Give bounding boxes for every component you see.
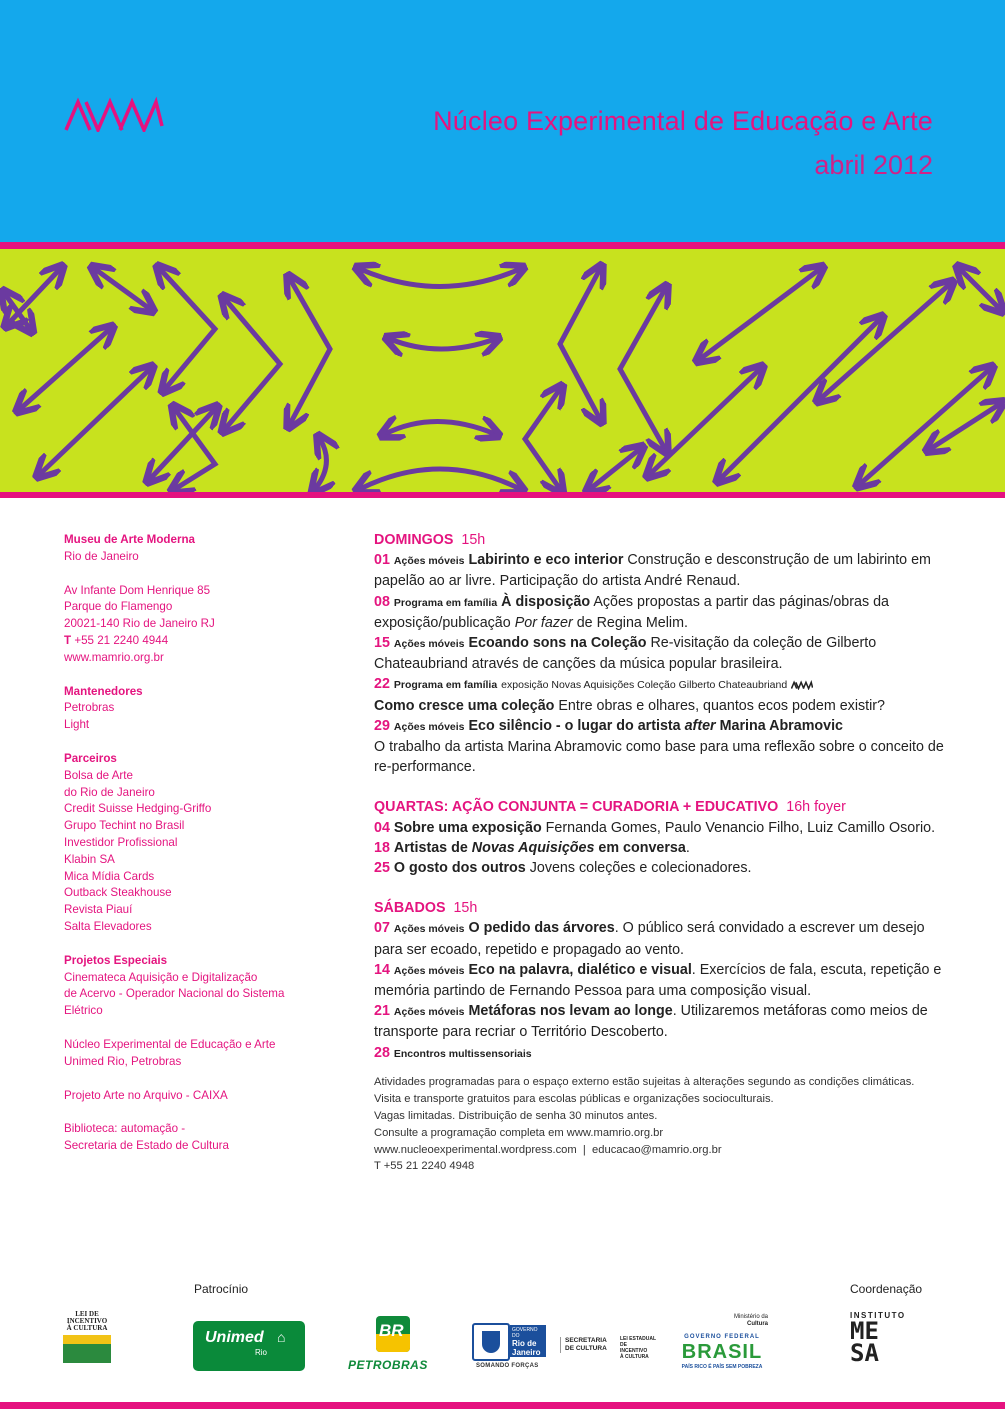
- museum-block: [64, 532, 334, 566]
- logo-text: À CULTURA: [620, 1354, 649, 1360]
- instituto-mesa-logo: [850, 1311, 910, 1367]
- patrocinio-label: Patrocínio: [194, 1282, 249, 1296]
- logo-text: Ministério da: [733, 1314, 768, 1320]
- event-item: [374, 633, 954, 674]
- governo-rj-logo: [472, 1323, 552, 1375]
- event-name: Como cresce uma coleção: [374, 697, 555, 714]
- br-icon: [376, 1316, 410, 1352]
- notes: [374, 1074, 954, 1175]
- address-line: 20021-140 Rio de Janeiro RJ: [64, 617, 215, 631]
- event-name: Artistas de: [393, 839, 468, 856]
- logo-text: Janeiro: [512, 1348, 541, 1357]
- event-tag: Ações móveis: [393, 638, 465, 651]
- address-line: Parque do Flamengo: [64, 600, 173, 614]
- event-tag: Ações móveis: [393, 923, 465, 936]
- event-name: Sobre uma exposição: [393, 819, 542, 836]
- logo-text: INCENTIVO: [66, 1317, 108, 1325]
- parceiro-item: Bolsa de Arte: [64, 768, 133, 782]
- event-tag: Ações móveis: [393, 964, 465, 977]
- parceiro-item: Klabin SA: [64, 852, 115, 866]
- address-line: Av Infante Dom Henrique 85: [64, 583, 211, 597]
- event-desc: Entre obras e olhares, quantos ecos podem existir?: [558, 697, 886, 714]
- projeto-line: de Acervo - Operador Nacional do Sistema: [64, 987, 285, 1001]
- rj-coat-icon: [472, 1323, 510, 1361]
- parceiro-item: Investidor Profissional: [64, 835, 178, 849]
- event-desc: Jovens coleções e colecionadores.: [529, 860, 752, 877]
- event-desc: O trabalho da artista Marina Abramovic como base para uma reflexão sobre o conceito de re-performance.: [374, 739, 944, 776]
- event-day: 18: [374, 839, 390, 856]
- section-time: 15h: [461, 532, 486, 548]
- logo-text: LEI DE: [75, 1310, 99, 1318]
- brasil-wordmark: BRASIL: [681, 1341, 763, 1363]
- event-day: 22: [374, 676, 390, 693]
- petrobras-logo: [346, 1316, 442, 1376]
- sabados-heading: [374, 898, 954, 918]
- event-desc: Ações propostas a partir das páginas/obras da exposição/publicação: [374, 593, 889, 631]
- event-day: 01: [374, 552, 390, 569]
- biblioteca-line: Secretaria de Estado de Cultura: [64, 1139, 229, 1153]
- note-line: T +55 21 2240 4948: [374, 1160, 475, 1173]
- mam-logo-icon: [64, 96, 164, 132]
- event-desc: Construção e desconstrução de um labirinto em papelão ao ar livre. Participação do artista André Renaud.: [374, 552, 931, 590]
- parceiro-item: Grupo Techint no Brasil: [64, 819, 185, 833]
- domingos-heading: [374, 530, 954, 550]
- event-item: [374, 818, 954, 838]
- secretaria-logo: [560, 1337, 625, 1353]
- program: [374, 530, 954, 1175]
- purple-arrows-pattern: [0, 249, 1005, 492]
- event-day: 21: [374, 1003, 390, 1020]
- event-item: [374, 1043, 954, 1064]
- section-title: QUARTAS: AÇÃO CONJUNTA = CURADORIA + EDUCATIVO: [374, 799, 779, 816]
- phone-line: [64, 633, 334, 650]
- logo-text: GOVERNO FEDERAL: [684, 1334, 760, 1340]
- parceiro-item: Outback Steakhouse: [64, 886, 172, 900]
- logo-text: ME: [850, 1317, 879, 1345]
- museum-name: Museu de Arte Moderna: [64, 533, 195, 546]
- event-name-italic: after: [684, 717, 716, 734]
- parceiros-block: [64, 751, 334, 936]
- note-line: Atividades programadas para o espaço externo estão sujeitas à alterações segundo as condições climáticas.: [374, 1075, 915, 1088]
- event-desc: . O público será convidado a escrever um desejo para ser ecoado, repetido e propagado ao vento.: [374, 920, 925, 958]
- parceiros-title: Parceiros: [64, 751, 117, 765]
- phone-label: T: [64, 633, 72, 647]
- logo-text: SA: [850, 1339, 879, 1367]
- governo-federal-logo: [676, 1314, 768, 1374]
- pink-stripe-bottom: [0, 492, 1005, 498]
- event-name: Eco na palavra, dialético e visual: [468, 961, 692, 978]
- logo-text: Rio de: [512, 1339, 537, 1348]
- address-block: [64, 583, 334, 667]
- event-tag: Ações móveis: [393, 720, 465, 733]
- event-tag: Ações móveis: [393, 555, 465, 568]
- pink-stripe-footer: [0, 1402, 1005, 1409]
- event-name: Eco silêncio - o lugar do artista: [468, 717, 681, 734]
- biblioteca-block: [64, 1121, 334, 1155]
- parceiro-item: Mica Mídia Cards: [64, 869, 155, 883]
- parceiro-item: Revista Piauí: [64, 903, 133, 917]
- mam-logo-icon: [791, 680, 813, 690]
- logo-text: PETROBRAS: [348, 1358, 428, 1372]
- event-tag: Ações móveis: [393, 1006, 465, 1019]
- unimed-logo: [193, 1321, 305, 1371]
- event-day: 07: [374, 920, 390, 937]
- rj-text-box: [510, 1325, 546, 1357]
- event-name-italic: Novas Aquisições: [471, 839, 595, 856]
- arquivo-block: [64, 1088, 334, 1105]
- event-tag: Programa em família: [393, 679, 498, 692]
- phone: +55 21 2240 4944: [74, 633, 169, 647]
- event-day: 25: [374, 860, 390, 877]
- nucleo-block: [64, 1037, 334, 1071]
- event-desc: Fernanda Gomes, Paulo Venancio Filho, Luiz Camillo Osorio.: [545, 819, 936, 836]
- event-item: [374, 960, 954, 1001]
- note-line: Consulte a programação completa em www.mamrio.org.br: [374, 1126, 664, 1139]
- parceiro-item: Credit Suisse Hedging-Griffo: [64, 802, 212, 816]
- section-time: 15h: [453, 900, 478, 917]
- section-title: SÁBADOS: [374, 900, 446, 917]
- event-item: [374, 1001, 954, 1042]
- event-name: em conversa: [598, 839, 686, 856]
- event-name: Metáforas nos levam ao longe: [468, 1003, 673, 1020]
- nucleo-line: Unimed Rio, Petrobras: [64, 1054, 182, 1068]
- event-day: 04: [374, 819, 390, 836]
- event-item: [374, 674, 954, 715]
- event-name: Ecoando sons na Coleção: [468, 635, 647, 652]
- event-tag: Programa em família: [393, 596, 498, 609]
- eco-banner: [0, 249, 1005, 492]
- projeto-line: Cinemateca Aquisição e Digitalização: [64, 970, 258, 984]
- logo-text: Rio: [255, 1348, 268, 1357]
- event-desc: . Utilizaremos metáforas como meios de transporte para recriar o Território Descoberto.: [374, 1003, 928, 1041]
- pink-stripe: [0, 242, 1005, 249]
- logo-text: Unimed: [205, 1329, 264, 1346]
- sidebar: [64, 532, 334, 1172]
- logo-text: GOVERNO DO: [512, 1327, 538, 1339]
- parceiro-item: do Rio de Janeiro: [64, 785, 155, 799]
- event-desc-italic: Por fazer: [514, 614, 573, 631]
- unimed-tree-icon: ⌂: [277, 1329, 286, 1345]
- event-note: exposição Novas Aquisições Coleção Gilberto Chateaubriand: [501, 679, 788, 692]
- section-time: 16h foyer: [786, 799, 846, 816]
- arquivo-line: Projeto Arte no Arquivo - CAIXA: [64, 1088, 228, 1102]
- note-line: www.nucleoexperimental.wordpress.com | educacao@mamrio.org.br: [374, 1143, 722, 1156]
- event-item: [374, 550, 954, 591]
- logo-text: INCENTIVO: [620, 1348, 648, 1354]
- logo-text: BR: [379, 1321, 404, 1340]
- event-item: [374, 838, 954, 858]
- biblioteca-line: Biblioteca: automação -: [64, 1122, 186, 1136]
- incentivo-estadual-logo: [620, 1336, 660, 1360]
- event-item: [374, 918, 954, 959]
- mantenedores-block: [64, 684, 334, 734]
- event-name: Marina Abramovic: [719, 717, 844, 734]
- mantenedor-item: Light: [64, 718, 90, 732]
- event-day: 14: [374, 961, 390, 978]
- event-name: À disposição: [501, 593, 591, 610]
- note-line: Vagas limitadas. Distribuição de senha 30 minutos antes.: [374, 1109, 658, 1122]
- quartas-heading: [374, 797, 954, 817]
- event-name: O gosto dos outros: [393, 860, 526, 877]
- event-desc: de Regina Melim.: [576, 614, 688, 631]
- lei-incentivo-logo: [63, 1311, 111, 1363]
- logo-text: SECRETARIA: [565, 1337, 607, 1344]
- event-tag: Encontros multissensoriais: [393, 1047, 532, 1060]
- event-desc: Re-visitação da coleção de Gilberto Chateaubriand através de canções da música popular brasileira.: [374, 635, 877, 673]
- section-title: DOMINGOS: [374, 532, 454, 548]
- header: [0, 0, 1005, 242]
- ministerio-text: [734, 1314, 768, 1328]
- event-item: [374, 716, 954, 778]
- page-date: abril 2012: [814, 150, 933, 180]
- note-line: Visita e transporte gratuitos para escolas públicas e organizações socioculturais.: [374, 1092, 774, 1105]
- mantenedores-title: Mantenedores: [64, 684, 143, 698]
- event-day: 08: [374, 593, 390, 610]
- logo-text: À CULTURA: [66, 1324, 108, 1332]
- logo-text: Cultura: [747, 1321, 768, 1327]
- logo-text: DE CULTURA: [565, 1345, 607, 1352]
- event-item: [374, 592, 954, 633]
- event-day: 28: [374, 1044, 390, 1061]
- parceiro-item: Salta Elevadores: [64, 919, 152, 933]
- page-title: Núcleo Experimental de Educação e Arte: [433, 106, 933, 136]
- event-day: 29: [374, 717, 390, 734]
- projetos-title: Projetos Especiais: [64, 953, 168, 967]
- event-name: O pedido das árvores: [468, 920, 615, 937]
- logo-text: LEI ESTADUAL DE: [620, 1336, 656, 1348]
- event-end: .: [685, 839, 690, 856]
- event-desc: . Exercícios de fala, escuta, repetição e memória partindo de Fernando Pessoa para uma composição visual.: [374, 961, 942, 1000]
- logo-text: INSTITUTO: [850, 1311, 906, 1320]
- projetos-block: [64, 953, 334, 1020]
- coordenacao-label: Coordenação: [850, 1282, 923, 1296]
- nucleo-line: Núcleo Experimental de Educação e Arte: [64, 1037, 276, 1051]
- museum-city: Rio de Janeiro: [64, 549, 139, 563]
- event-name: Labirinto e eco interior: [468, 552, 624, 569]
- logo-text: SOMANDO FORÇAS: [476, 1363, 539, 1369]
- projeto-line: Elétrico: [64, 1004, 103, 1018]
- event-day: 15: [374, 635, 390, 652]
- website-link[interactable]: www.mamrio.org.br: [64, 650, 164, 664]
- mantenedor-item: Petrobras: [64, 701, 115, 715]
- logo-text: PAÍS RICO É PAÍS SEM POBREZA: [681, 1364, 763, 1370]
- event-item: [374, 858, 954, 878]
